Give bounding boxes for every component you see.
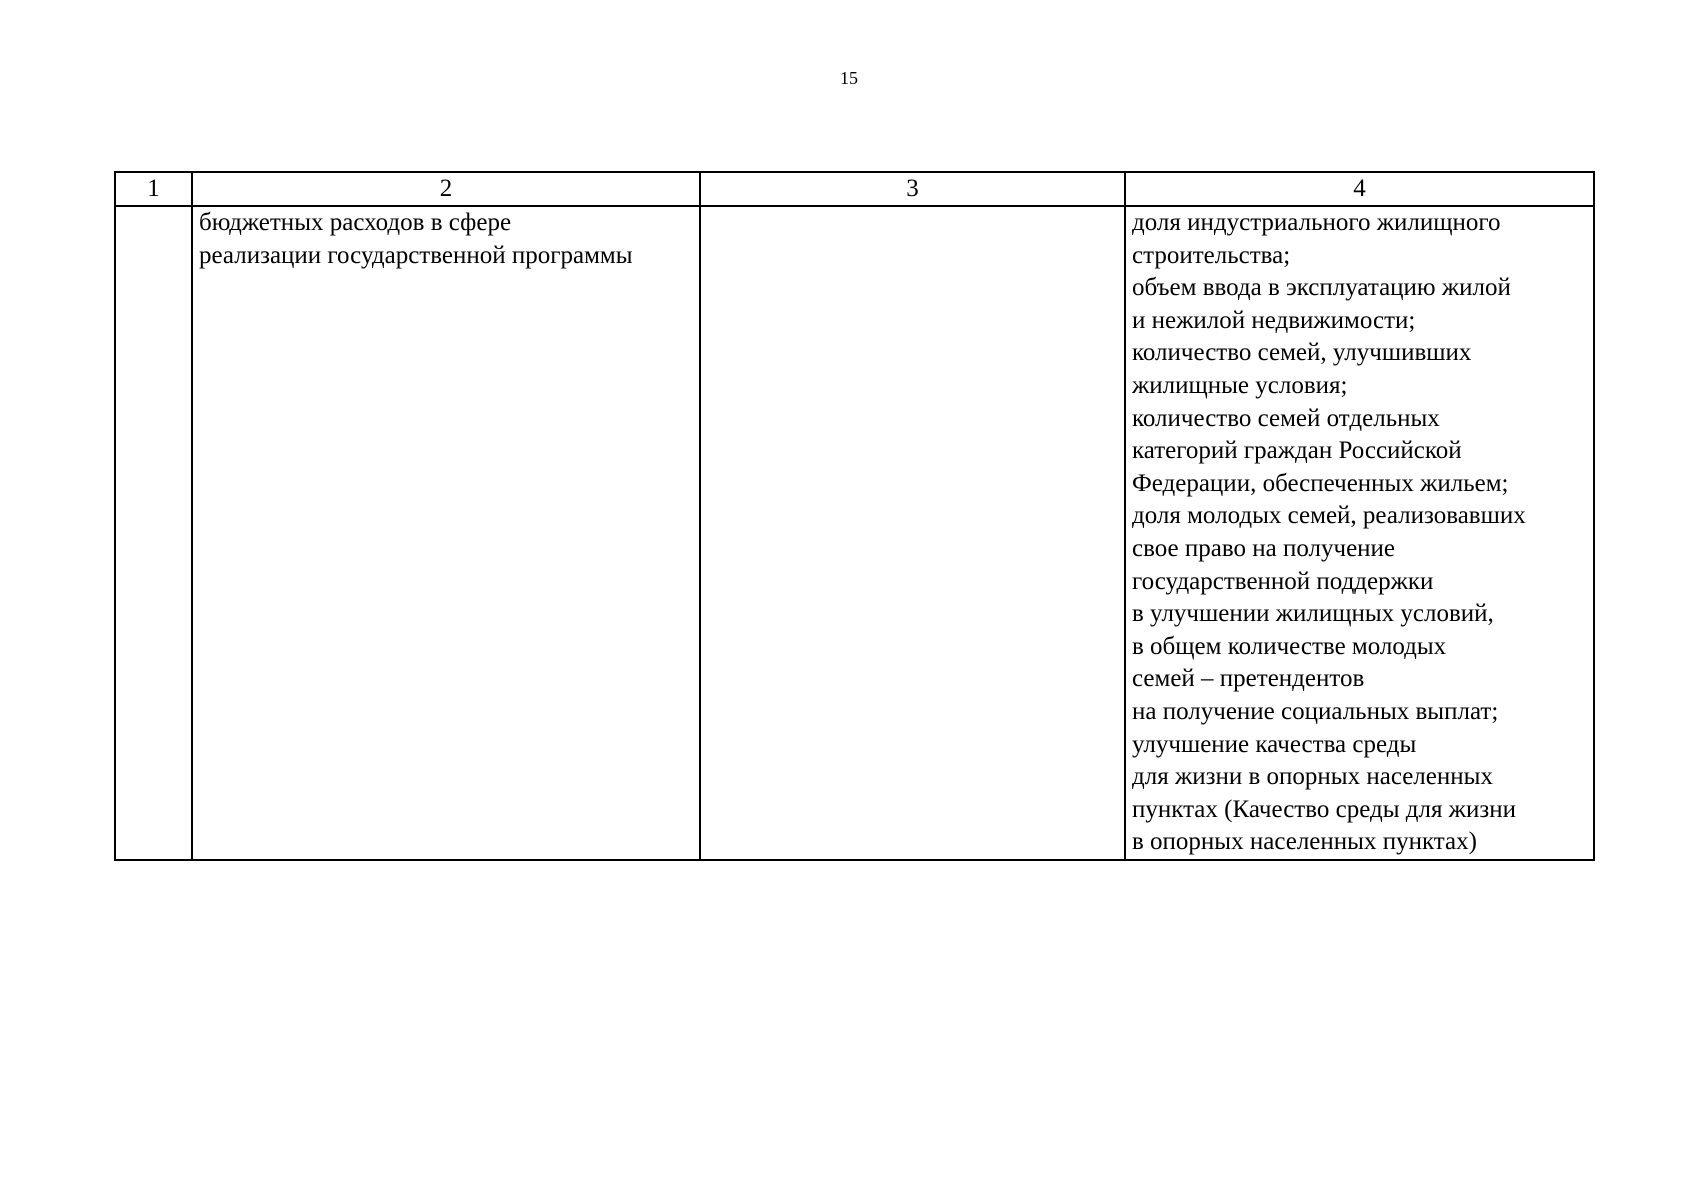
table-cell-col1 [115, 206, 192, 860]
table-cell-col2 [192, 206, 700, 860]
table-cell-col4 [1125, 206, 1594, 860]
page-number: 15 [840, 68, 858, 88]
cell-text-col2: бюджетных расходов в сфере реализации государственной программы [199, 209, 633, 269]
table-cell-col3 [700, 206, 1125, 860]
column-header-4: 4 [1125, 172, 1594, 206]
column-header-2: 2 [192, 172, 700, 206]
table-row [115, 206, 1594, 860]
table-header-row [115, 172, 1594, 206]
column-header-1: 1 [115, 172, 192, 206]
column-header-3: 3 [700, 172, 1125, 206]
cell-text-col4: доля индустриального жилищного строительства; объем ввода в эксплуатацию жилой и нежилой недвижимости; количество семей, улучшивших жилищные условия; количество семей отдельных категорий граждан Российской Федерации, обеспеченных жильем; доля молодых семей, реализовавших свое право на получение государственной поддержки в улучшении жилищных условий, в общем количестве молодых семей – претендентов на получение социальных выплат; улучшение качества среды для жизни в опорных населенных пунктах (Качество среды для жизни в опорных населенных пунктах) [1132, 209, 1526, 856]
data-table [114, 171, 1595, 861]
